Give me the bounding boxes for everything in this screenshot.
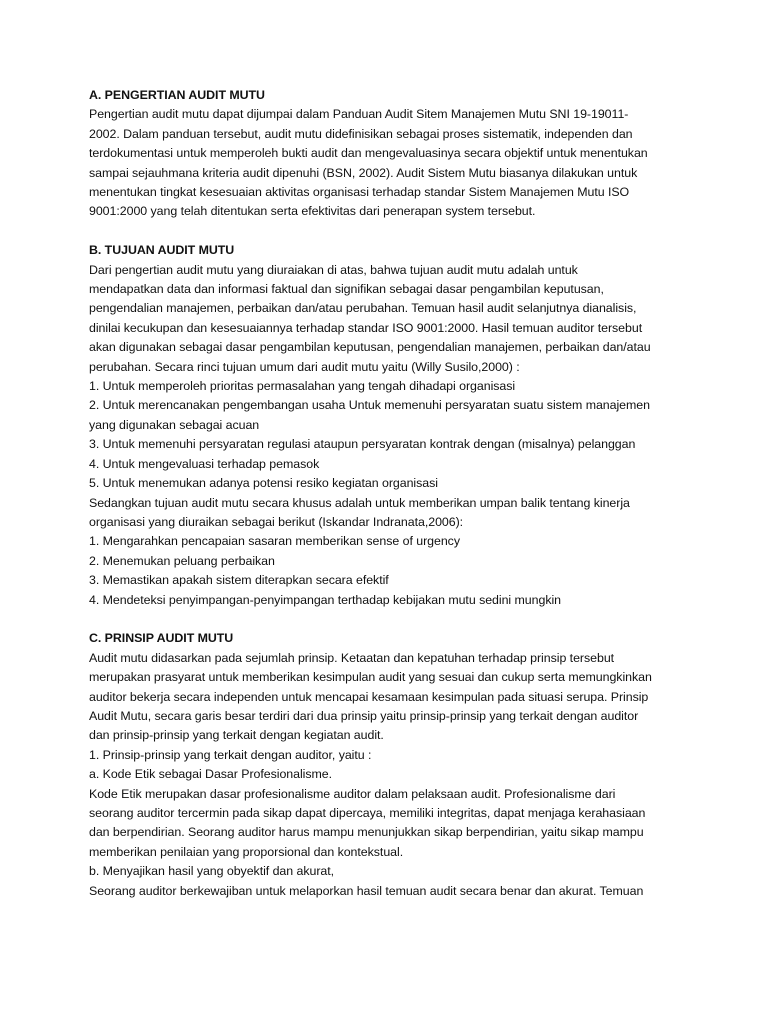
list-item: 3. Untuk memenuhi persyaratan regulasi ataupun persyaratan kontrak dengan (misalnya) pelanggan [89,437,636,452]
list-item: yang digunakan sebagai acuan [89,417,260,432]
paragraph-line: Sedangkan tujuan audit mutu secara khusus adalah untuk memberikan umpan balik tentang kinerja [89,495,630,510]
section-spacer [89,222,688,241]
paragraph-line: Seorang auditor berkewajiban untuk melaporkan hasil temuan audit secara benar dan akurat. Temuan [89,883,644,898]
list-item: 2. Untuk merencanakan pengembangan usaha Untuk memenuhi persyaratan suatu sistem manajemen [89,398,650,413]
list-item: a. Kode Etik sebagai Dasar Profesionalisme. [89,767,333,782]
list-item: 1. Mengarahkan pencapaian sasaran memberikan sense of urgency [89,534,460,549]
paragraph-line: memberikan penilaian yang proporsional dan kontekstual. [89,844,404,859]
section-pengertian [89,86,688,222]
paragraph-line: dinilai kecukupan dan kesesuaiannya terhadap standar ISO 9001:2000. Hasil temuan auditor tersebut [89,320,643,335]
list-item: 3. Memastikan apakah sistem diterapkan secara efektif [89,573,389,588]
paragraph-line: 2002. Dalam panduan tersebut, audit mutu didefinisikan sebagai proses sistematik, independen dan [89,126,633,141]
list-item: 1. Untuk memperoleh prioritas permasalahan yang tengah dihadapi organisasi [89,379,516,394]
paragraph-line: perubahan. Secara rinci tujuan umum dari audit mutu yaitu (Willy Susilo,2000) : [89,359,520,374]
section-prinsip [89,629,688,901]
paragraph-line: Dari pengertian audit mutu yang diuraiakan di atas, bahwa tujuan audit mutu adalah untuk [89,262,578,277]
list-item: 2. Menemukan peluang perbaikan [89,553,275,568]
paragraph-line: seorang auditor tercermin pada sikap dapat dipercaya, memiliki integritas, dapat menjaga kerahasiaan [89,806,646,820]
paragraph-line: akan digunakan sebagai dasar pengambilan keputusan, pengendalian manajemen, perbaikan dan/atau [89,340,651,355]
paragraph-line: dan berpendirian. Seorang auditor harus mampu menunjukkan sikap berpendirian, yaitu sikap mampu [89,825,644,840]
section-spacer [89,610,688,629]
paragraph-line: 9001:2000 yang telah ditentukan serta efektivitas dari penerapan system tersebut. [89,204,536,219]
paragraph-line: organisasi yang diuraikan sebagai berikut (Iskandar Indranata,2006): [89,514,464,529]
section-tujuan [89,241,688,610]
section-heading: B. TUJUAN AUDIT MUTU [89,243,235,258]
section-heading: A. PENGERTIAN AUDIT MUTU [89,88,265,102]
paragraph-line: menentukan tingkat kesesuaian aktivitas organisasi terhadap standar Sistem Manajemen Mutu ISO [89,185,630,200]
paragraph-line: Pengertian audit mutu dapat dijumpai dalam Panduan Audit Sitem Manajemen Mutu SNI 19-19011- [89,107,629,122]
list-item: 4. Untuk mengevaluasi terhadap pemasok [89,456,320,471]
paragraph-line: pengendalian manajemen, perbaikan dan/atau perubahan. Temuan hasil audit selanjutnya dianalisis, [89,301,637,316]
paragraph-line: sampai sejauhmana kriteria audit dipenuhi (BSN, 2002). Audit Sistem Mutu biasanya dilakukan untuk [89,165,638,180]
list-item: b. Menyajikan hasil yang obyektif dan akurat, [89,864,335,879]
paragraph-line: terdokumentasi untuk memperoleh bukti audit dan mengevaluasinya secara objektif untuk menentukan [89,146,648,161]
paragraph-line: Audit mutu didasarkan pada sejumlah prinsip. Ketaatan dan kepatuhan terhadap prinsip tersebut [89,650,615,665]
list-item: 4. Mendeteksi penyimpangan-penyimpangan terthadap kebijakan mutu sedini mungkin [89,592,562,607]
list-item: 1. Prinsip-prinsip yang terkait dengan auditor, yaitu : [89,747,372,762]
paragraph-line: Kode Etik merupakan dasar profesionalisme auditor dalam pelaksaan audit. Profesionalisme dari [89,786,616,801]
paragraph-line: merupakan prasyarat untuk memberikan kesimpulan audit yang sesuai dan cukup serta memungkinkan [89,670,652,685]
section-heading: C. PRINSIP AUDIT MUTU [89,631,234,646]
paragraph-line: Audit Mutu, secara garis besar terdiri dari dua prinsip yaitu prinsip-prinsip yang terkait dengan auditor [89,708,639,723]
paragraph-line: auditor bekerja secara independen untuk mencapai kesamaan kesimpulan pada situasi serupa. Prinsip [89,689,649,704]
list-item: 5. Untuk menemukan adanya potensi resiko kegiatan organisasi [89,476,438,491]
paragraph-line: mendapatkan data dan informasi faktual dan signifikan sebagai dasar pengambilan keputusan, [89,282,604,297]
paragraph-line: dan prinsip-prinsip yang terkait dengan kegiatan audit. [89,728,384,743]
